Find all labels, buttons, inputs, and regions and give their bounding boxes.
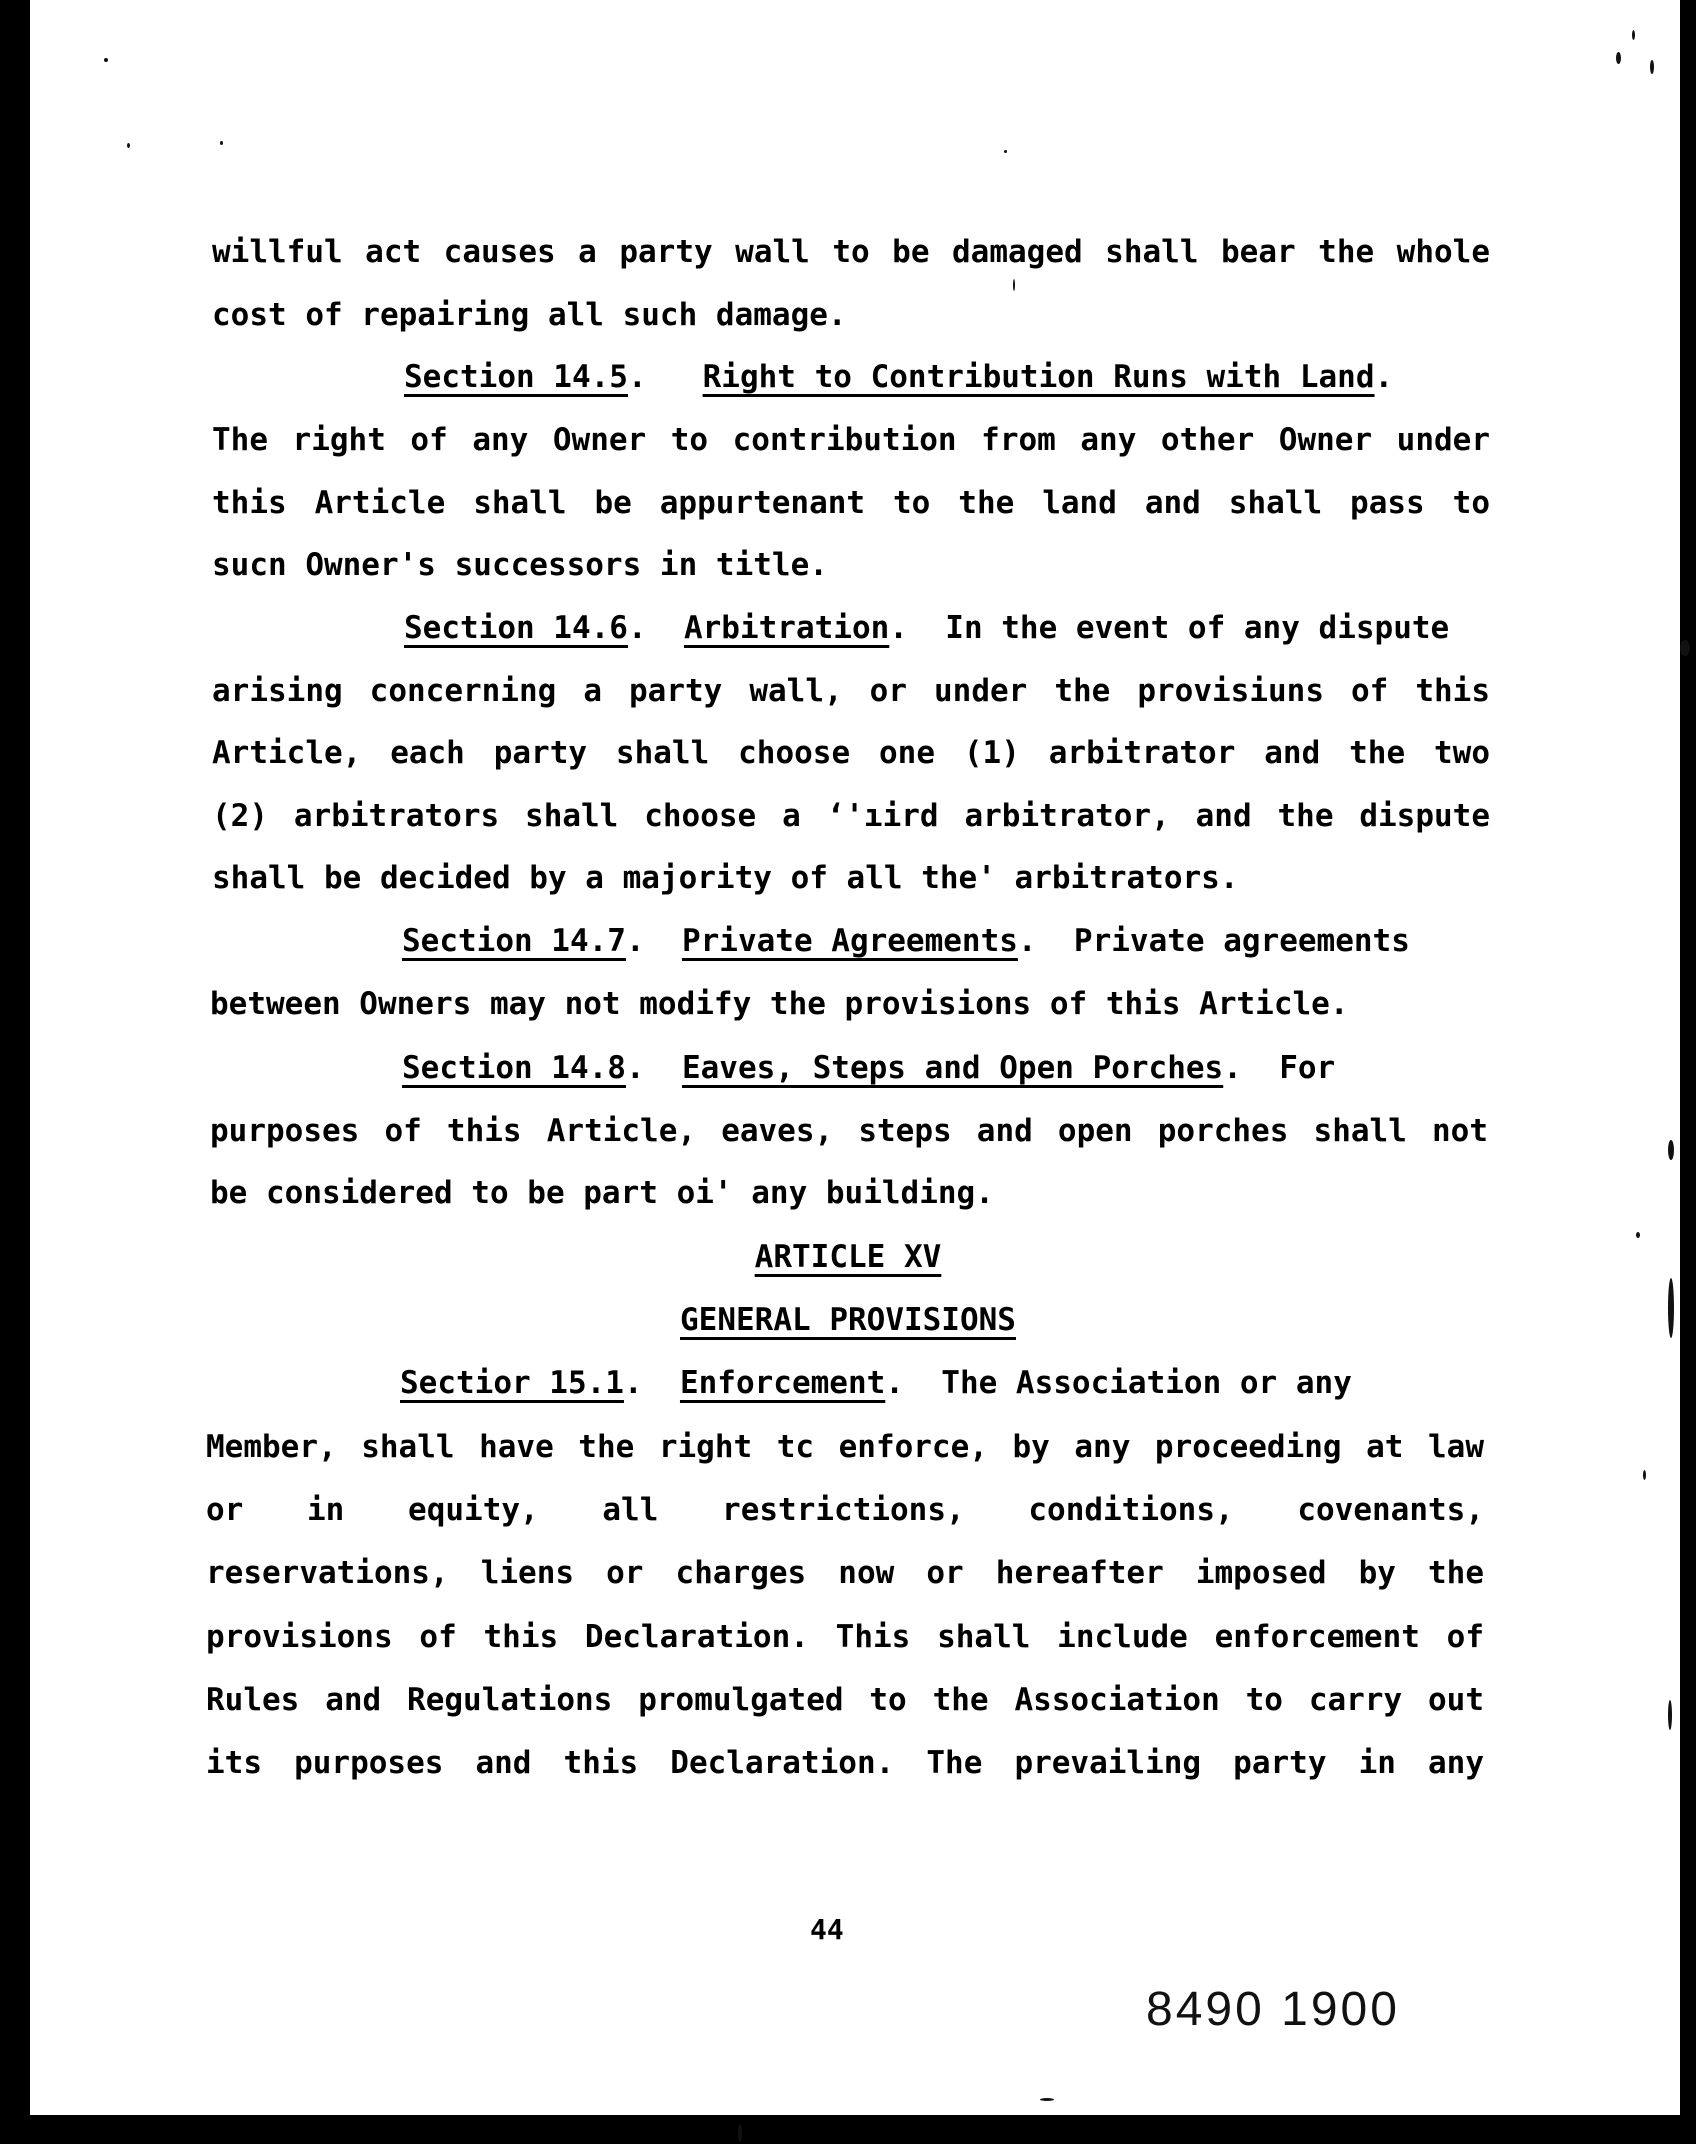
scan-speck xyxy=(1040,2098,1054,2101)
text-line: this Article shall be appurtenant to the land and shall pass to xyxy=(212,485,1490,521)
section-text: The Association or any xyxy=(941,1365,1352,1401)
section-title: Enforcement xyxy=(679,1365,886,1401)
section-14-5-heading: Section 14.5. Right to Contribution Runs with Land. xyxy=(404,359,1394,395)
text-line: Member, shall have the right tc enforce, by any proceeding at law xyxy=(206,1429,1484,1465)
scan-speck xyxy=(1650,60,1654,74)
scan-speck xyxy=(1668,1278,1674,1338)
scan-speck xyxy=(127,143,130,148)
scan-speck xyxy=(1668,1700,1672,1730)
section-15-1-heading: Sectior 15.1. Enforcement. The Association or any xyxy=(400,1365,1352,1401)
document-page xyxy=(30,0,1680,2115)
text-line: reservations, liens or charges now or hereafter imposed by the xyxy=(206,1555,1484,1591)
text-line: be considered to be part oi' any building. xyxy=(210,1175,994,1211)
text-line: its purposes and this Declaration. The prevailing party in any xyxy=(206,1745,1484,1781)
scan-speck xyxy=(1013,279,1015,291)
section-14-7-heading: Section 14.7. Private Agreements. Private agreements xyxy=(402,923,1410,959)
scan-speck xyxy=(1616,52,1621,64)
document-stamp-number: 8490 1900 xyxy=(1146,1983,1400,2036)
section-title: Arbitration xyxy=(683,610,890,646)
page-number: 44 xyxy=(810,1913,844,1946)
section-label: Section 14.6 xyxy=(404,610,628,646)
scan-speck xyxy=(738,2124,742,2142)
scan-speck xyxy=(104,58,108,62)
text-line: shall be decided by a majority of all the' arbitrators. xyxy=(212,860,1239,896)
text-line: Article, each party shall choose one (1) arbitrator and the two xyxy=(212,735,1490,771)
article-heading: GENERAL PROVISIONS xyxy=(680,1302,1016,1338)
text-line: willful act causes a party wall to be damaged shall bear the whole xyxy=(212,234,1490,270)
section-text: For xyxy=(1279,1050,1336,1086)
section-text: In the event of any dispute xyxy=(945,610,1450,646)
text-line: purposes of this Article, eaves, steps and open porches shall not xyxy=(210,1113,1488,1149)
scan-speck xyxy=(220,141,223,145)
section-text: Private agreements xyxy=(1073,923,1410,959)
section-14-6-heading: Section 14.6. Arbitration. In the event of any dispute xyxy=(404,610,1450,646)
scan-speck xyxy=(1636,1232,1640,1238)
text-line: cost of repairing all such damage. xyxy=(212,297,847,333)
text-line: The right of any Owner to contribution from any other Owner under xyxy=(212,422,1490,458)
section-title: Right to Contribution Runs with Land xyxy=(702,359,1375,395)
section-title: Eaves, Steps and Open Porches xyxy=(681,1050,1224,1086)
scan-speck xyxy=(1004,150,1007,153)
section-14-8-heading: Section 14.8. Eaves, Steps and Open Porches. For xyxy=(402,1050,1336,1086)
text-line: or in equity, all restrictions, conditions, covenants, xyxy=(206,1492,1484,1528)
scan-speck xyxy=(1632,30,1635,40)
scan-speck xyxy=(1643,1470,1646,1480)
section-title: Private Agreements xyxy=(681,923,1018,959)
article-number: ARTICLE XV xyxy=(754,1239,942,1275)
text-line: sucn Owner's successors in title. xyxy=(212,547,828,583)
section-label: Sectior 15.1 xyxy=(400,1365,624,1401)
section-label: Section 14.8 xyxy=(402,1050,626,1086)
text-line: provisions of this Declaration. This shall include enforcement of xyxy=(206,1619,1484,1655)
section-label: Section 14.7 xyxy=(402,923,626,959)
text-line: arising concerning a party wall, or under the provisiuns of this xyxy=(212,673,1490,709)
text-line: Rules and Regulations promulgated to the Association to carry out xyxy=(206,1682,1484,1718)
section-label: Section 14.5 xyxy=(404,359,628,395)
scan-speck xyxy=(1680,640,1690,656)
text-line: between Owners may not modify the provisions of this Article. xyxy=(210,986,1349,1022)
text-line: (2) arbitrators shall choose a ‘'ıird arbitrator, and the dispute xyxy=(212,798,1490,834)
scan-speck xyxy=(1668,1140,1674,1160)
